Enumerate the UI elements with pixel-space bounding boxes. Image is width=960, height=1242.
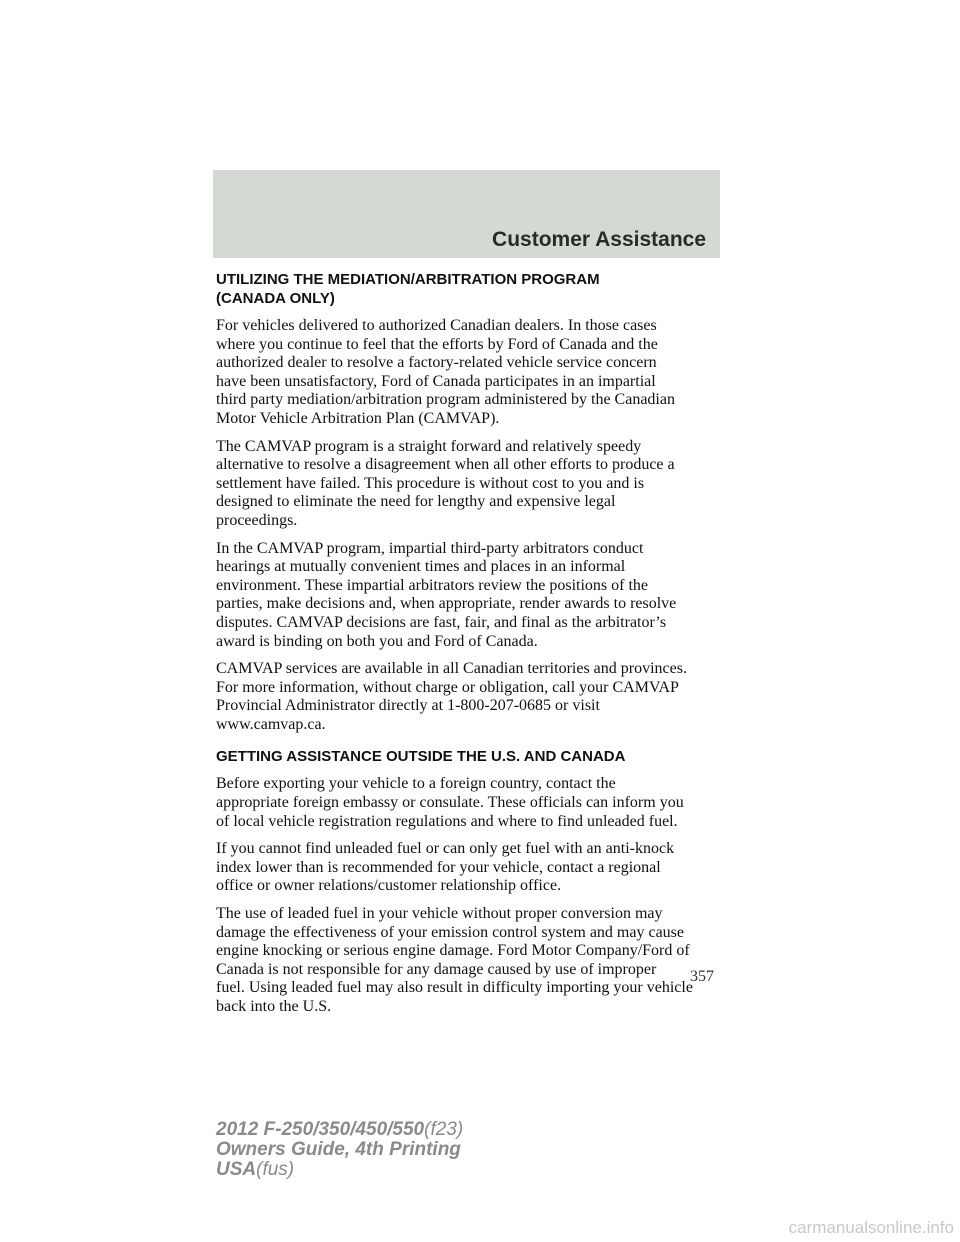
footer-printing: Owners Guide, 4th Printing — [216, 1139, 461, 1160]
footer-model: 2012 F-250/350/450/550 — [216, 1119, 425, 1140]
paragraph: CAMVAP services are available in all Canadian territories and provinces. For more information, without charge or obligation, call your CAMVAP Provincial Administrator directly at 1-800-207-0685 or visit www.camvap.ca. — [216, 660, 687, 733]
footer-region-code: (fus) — [256, 1159, 295, 1180]
paragraph: The CAMVAP program is a straight forward and relatively speedy alternative to resolve a disagreement when all other efforts to produce a settlement have failed. This procedure is without cost to you and is designed to eliminate the need for lengthy and expensive legal proceedings. — [216, 437, 675, 529]
document-footer — [216, 1120, 463, 1180]
section-header-band — [213, 170, 720, 258]
footer-line-region — [216, 1160, 463, 1180]
footer-model-code: (f23) — [424, 1119, 464, 1140]
paragraph: In the CAMVAP program, impartial third-party arbitrators conduct hearings at mutually convenient times and places in an informal environment. These impartial arbitrators review the positions of the parties, make decisions and, when appropriate, render awards to resolve disputes. CAMVAP decisions are fast, fair, and final as the arbitrator’s award is binding on both you and Ford of Canada. — [216, 539, 677, 650]
paragraph: The use of leaded fuel in your vehicle without proper conversion may damage the effectiveness of your emission control system and may cause engine knocking or serious engine damage. Ford Motor Company/Ford of Canada is not responsible for any damage caused by use of improper fuel. Using leaded fuel may also result in difficulty importing your vehicle back into the U.S. — [216, 905, 693, 1015]
footer-line-model — [216, 1120, 463, 1140]
page-content — [216, 270, 724, 1026]
paragraph: For vehicles delivered to authorized Canadian dealers. In those cases where you continue to feel that the efforts by Ford of Canada and the authorized dealer to resolve a factory-related vehicle service concern have been unsatisfactory, Ford of Canada participates in an impartial third party mediation/arbitration program administered by the Canadian Motor Vehicle Arbitration Plan (CAMVAP). — [216, 317, 675, 427]
heading-assistance-outside: GETTING ASSISTANCE OUTSIDE THE U.S. AND CANADA — [216, 748, 626, 766]
heading-mediation-program: UTILIZING THE MEDIATION/ARBITRATION PROGRAM (CANADA ONLY) — [216, 271, 600, 307]
section-title: Customer Assistance — [492, 228, 706, 251]
paragraph: Before exporting your vehicle to a foreign country, contact the appropriate foreign embassy or consulate. These officials can inform you of local vehicle registration regulations and where to find unleaded fuel. — [216, 775, 684, 830]
watermark-link[interactable]: carmanualsonline.info — [788, 1218, 954, 1237]
paragraph: If you cannot find unleaded fuel or can only get fuel with an anti-knock index lower than is recommended for your vehicle, contact a regional office or owner relations/customer relationship office. — [216, 840, 675, 895]
footer-line-printing — [216, 1140, 463, 1160]
page-number: 357 — [690, 968, 714, 985]
footer-region: USA — [216, 1159, 257, 1180]
